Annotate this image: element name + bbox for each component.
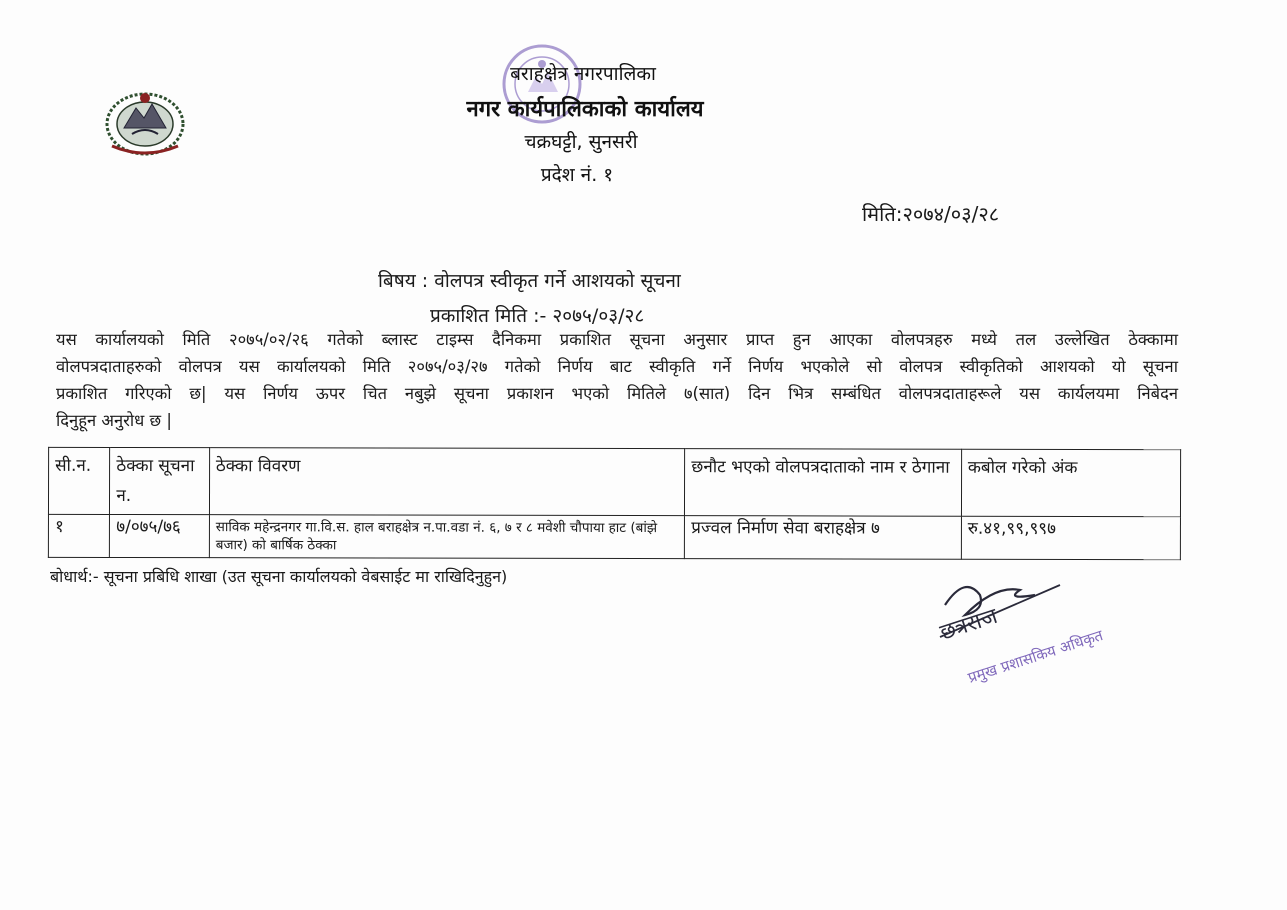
office-address: चक्रघट्टी, सुनसरी bbox=[524, 131, 638, 153]
table-row bbox=[48, 514, 1180, 559]
municipality-name: बराहक्षेत्र नगरपालिका bbox=[510, 63, 656, 85]
province-number: प्रदेश नं. १ bbox=[540, 164, 614, 186]
cell-bidder: प्रज्वल निर्माण सेवा बराहक्षेत्र ७ bbox=[685, 516, 962, 560]
cell-description: साविक महेन्द्रनगर गा.वि.स. हाल बराहक्षेत्र न.पा.वडा नं. ६, ७ र ८ मवेशी चौपाया हाट (बांझे बजार) को बार्षिक ठेक्का bbox=[209, 515, 685, 559]
officer-signature-icon bbox=[925, 565, 1125, 705]
cc-note: बोधार्थ:- सूचना प्रबिधि शाखा (उत सूचना कार्यालयको वेबसाईट मा राखिदिनुहुन) bbox=[50, 567, 508, 586]
notice-date: मिति:२०७४/०३/२८ bbox=[862, 202, 1000, 226]
body-line: प्रकाशित गरिएको छ| यस निर्णय ऊपर चित नबुझे सूचना प्रकाशन भएको मितिले ७(सात) दिन भित्र सम्बंधित वोलपत्रदाताहरूले यस कार्यलयमा निबेदन bbox=[56, 384, 1178, 403]
notice-body bbox=[56, 326, 1178, 434]
cell-serial-number: १ bbox=[48, 514, 109, 557]
header-description: ठेक्का विवरण bbox=[209, 448, 685, 516]
header-notice-number: ठेक्का सूचना न. bbox=[110, 447, 210, 514]
table-header-row bbox=[48, 447, 1180, 516]
office-title: नगर कार्यपालिकाको कार्यालय bbox=[466, 97, 704, 122]
header-amount: कबोल गरेको अंक bbox=[961, 449, 1180, 516]
header-serial-number: सी.न. bbox=[48, 447, 109, 514]
svg-text:छत्रराज: छत्रराज bbox=[937, 603, 1001, 646]
cell-notice-number: ७/०७५/७६ bbox=[110, 514, 210, 557]
tender-table bbox=[48, 447, 1181, 560]
header-bidder: छनौट भएको वोलपत्रदाताको नाम र ठेगाना bbox=[685, 449, 962, 517]
cell-amount: रु.४१,९९,९९७ bbox=[961, 516, 1180, 559]
notice-subject: बिषय : वोलपत्र स्वीकृत गर्ने आशयको सूचना bbox=[378, 270, 681, 292]
published-date: प्रकाशित मिति :- २०७५/०३/२८ bbox=[430, 305, 645, 327]
body-line: वोलपत्रदाताहरुको वोलपत्र यस कार्यालयको मिति २०७५/०३/२७ गतेको निर्णय बाट स्वीकृति गर्ने निर्णय भएकोले सो वोलपत्र स्वीकृतिको आशयको यो सूचना bbox=[56, 357, 1178, 376]
body-line: यस कार्यालयको मिति २०७५/०२/२६ गतेको ब्लास्ट टाइम्स दैनिकमा प्रकाशित सूचना अनुसार प्राप्त हुन आएका वोलपत्रहरु मध्ये तल उल्लेखित ठेक्कामा bbox=[56, 330, 1178, 349]
svg-text:प्रमुख प्रशासकिय अधिकृत: प्रमुख प्रशासकिय अधिकृत bbox=[965, 626, 1106, 687]
body-line: दिनुहून अनुरोध छ | bbox=[56, 411, 172, 430]
